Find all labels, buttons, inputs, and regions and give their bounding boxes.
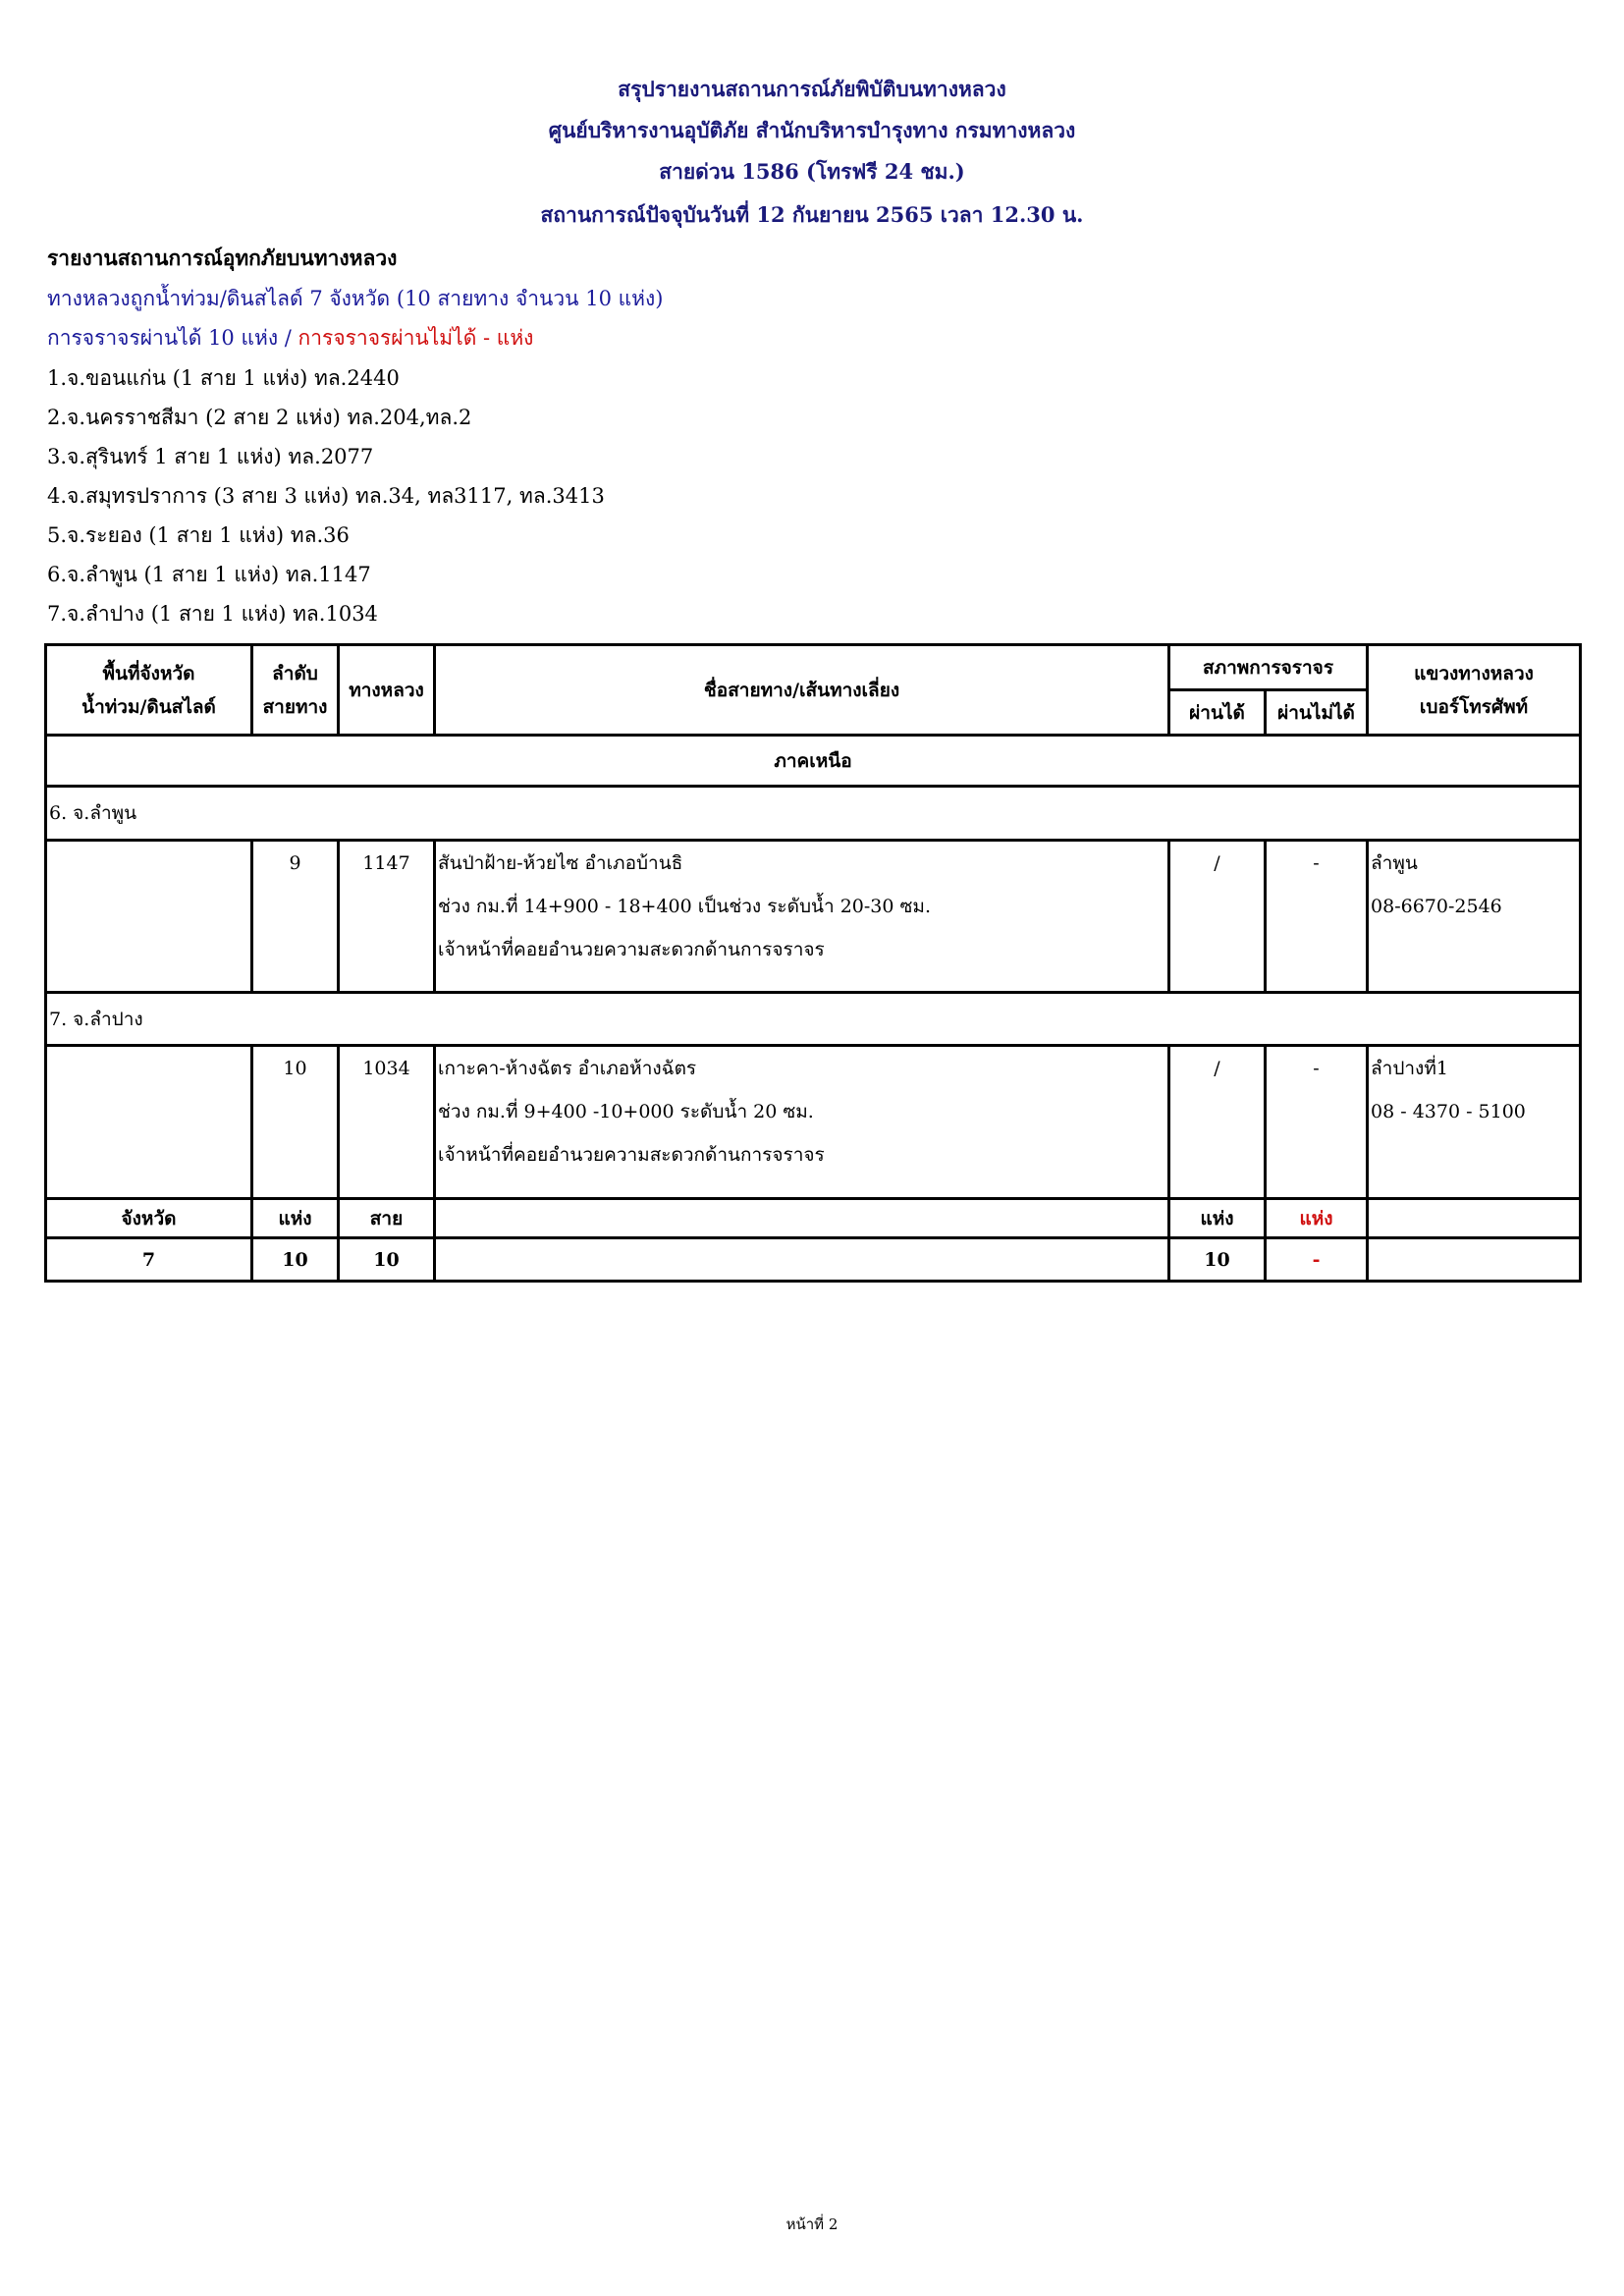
summary-label-impassable: แห่ง [1266,1199,1368,1238]
table-row [46,1046,1581,1199]
table-row [46,841,1581,993]
province-list-item: 1.จ.ขอนแก่น (1 สาย 1 แห่ง) ทล.2440 [47,366,400,390]
impassable-cell: - [1266,841,1368,993]
province-label: 6. จ.ลำพูน [46,787,1581,841]
province-label: 7. จ.ลำปาง [46,993,1581,1046]
header-highway: ทางหลวง [339,645,435,736]
summary-value-routes: 10 [339,1238,435,1282]
highway-cell: 1147 [339,841,435,993]
summary-label-blank [1368,1199,1581,1238]
hotline: สายด่วน 1586 (โทรฟรี 24 ชม.) [659,159,965,184]
province-row [46,787,1581,841]
section-title: รายงานสถานการณ์อุทกภัยบนทางหลวง [47,246,398,270]
summary-value-impassable: - [1266,1238,1368,1282]
route-line: สันป่าฝ้าย-ห้วยไซ อำเภอบ้านธิ [438,852,683,874]
seq-cell: 9 [252,841,339,993]
traffic-summary [47,322,533,355]
summary-label-row [46,1199,1581,1238]
summary-value-places: 10 [252,1238,339,1282]
district-cell [1368,1046,1581,1199]
impassable-summary: การจราจรผ่านไม่ได้ - แห่ง [298,326,534,350]
page-number: หน้าที่ 2 [785,2215,839,2233]
province-list-item: 2.จ.นครราชสีมา (2 สาย 2 แห่ง) ทล.204,ทล.2 [47,406,472,429]
header-passable: ผ่านได้ [1169,690,1266,736]
summary-label-blank [435,1199,1169,1238]
district-name: ลำพูน [1371,852,1418,874]
header-traffic: สภาพการจราจร [1169,645,1368,690]
route-line: เจ้าหน้าที่คอยอำนวยความสะดวกด้านการจราจร [438,1144,825,1166]
header-sequence: ลำดับ สายทาง [252,645,339,736]
header-route: ชื่อสายทาง/เส้นทางเลี่ยง [435,645,1169,736]
seq-cell: 10 [252,1046,339,1199]
province-list-item: 3.จ.สุรินทร์ 1 สาย 1 แห่ง) ทล.2077 [47,445,374,468]
passable-cell: / [1169,1046,1266,1199]
province-list-item: 4.จ.สมุทรปราการ (3 สาย 3 แห่ง) ทล.34, ทล3117, ทล.3413 [47,484,605,508]
summary-value-province: 7 [46,1238,252,1282]
situation-date: สถานการณ์ปัจจุบันวันที่ 12 กันยายน 2565 เวลา 12.30 น. [540,202,1084,227]
flood-table [44,643,1582,1283]
summary-value-row [46,1238,1581,1282]
summary-label-places: แห่ง [252,1199,339,1238]
highway-cell: 1034 [339,1046,435,1199]
region-label: ภาคเหนือ [46,736,1581,787]
summary-value-passable: 10 [1169,1238,1266,1282]
flood-summary: ทางหลวงถูกน้ำท่วม/ดินสไลด์ 7 จังหวัด (10 สายทาง จำนวน 10 แห่ง) [47,287,664,310]
district-phone: 08 - 4370 - 5100 [1371,1101,1526,1122]
route-line: ช่วง กม.ที่ 14+900 - 18+400 เป็นช่วง ระดับน้ำ 20-30 ซม. [438,896,931,917]
summary-value-blank [435,1238,1169,1282]
header-impassable: ผ่านไม่ได้ [1266,690,1368,736]
province-row [46,993,1581,1046]
province-list-item: 7.จ.ลำปาง (1 สาย 1 แห่ง) ทล.1034 [47,602,378,626]
district-name: ลำปางที่1 [1371,1058,1448,1079]
impassable-cell: - [1266,1046,1368,1199]
route-line: เกาะคา-ห้างฉัตร อำเภอห้างฉัตร [438,1058,697,1079]
route-line: เจ้าหน้าที่คอยอำนวยความสะดวกด้านการจราจร [438,939,825,960]
summary-separator: / [278,326,298,350]
summary-label-province: จังหวัด [46,1199,252,1238]
route-cell [435,841,1169,993]
summary-label-routes: สาย [339,1199,435,1238]
region-row [46,736,1581,787]
summary-label-passable: แห่ง [1169,1199,1266,1238]
header-province: พื้นที่จังหวัด น้ำท่วม/ดินสไลด์ [46,645,252,736]
province-list-item: 5.จ.ระยอง (1 สาย 1 แห่ง) ทล.36 [47,523,350,547]
route-cell [435,1046,1169,1199]
report-title: สรุปรายงานสถานการณ์ภัยพิบัติบนทางหลวง [618,77,1006,101]
province-cell [46,1046,252,1199]
district-phone: 08-6670-2546 [1371,896,1502,917]
table-header-row [46,645,1581,690]
route-line: ช่วง กม.ที่ 9+400 -10+000 ระดับน้ำ 20 ซม. [438,1101,814,1122]
summary-value-blank [1368,1238,1581,1282]
passable-cell: / [1169,841,1266,993]
district-cell [1368,841,1581,993]
center-name: ศูนย์บริหารงานอุบัติภัย สำนักบริหารบำรุงทาง กรมทางหลวง [548,118,1076,142]
province-list-item: 6.จ.ลำพูน (1 สาย 1 แห่ง) ทล.1147 [47,563,371,586]
passable-summary: การจราจรผ่านได้ 10 แห่ง [47,326,279,350]
province-cell [46,841,252,993]
header-district: แขวงทางหลวง เบอร์โทรศัพท์ [1368,645,1581,736]
